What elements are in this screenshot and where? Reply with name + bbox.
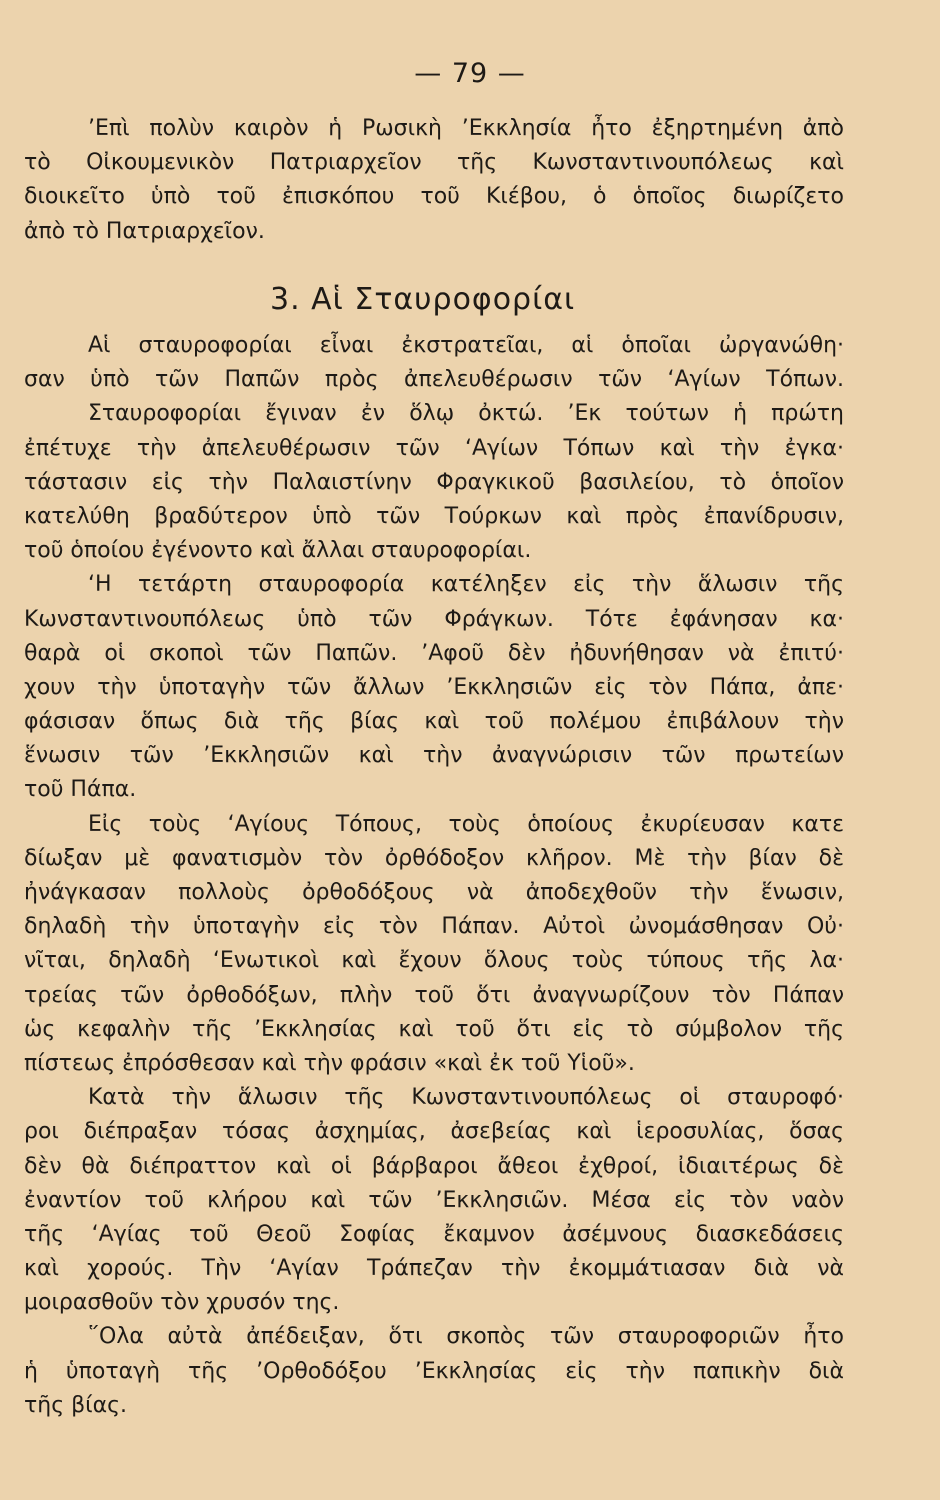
- text-line: μοιρασθοῦν τὸν χρυσόν της.: [24, 1290, 340, 1316]
- text-line: Αἱ σταυροφορίαι εἶναι ἐκστρατεῖαι, αἱ ὁποῖαι ὠργανώθη·: [88, 333, 844, 358]
- text-line: ροι διέπραξαν τόσας ἀσχημίας, ἀσεβείας καὶ ἱεροσυλίας, ὅσας: [24, 1119, 844, 1145]
- text-line: διοικεῖτο ὑπὸ τοῦ ἐπισκόπου τοῦ Κιέβου, ὁ ὁποῖος διωρίζετο: [24, 184, 844, 210]
- text-line: ἕνωσιν τῶν ’Εκκλησιῶν καὶ τὴν ἀναγνώρισιν τῶν πρωτείων: [24, 743, 844, 769]
- page-number: — 79 —: [414, 58, 526, 89]
- text-line: τῆς ‘Αγίας τοῦ Θεοῦ Σοφίας ἔκαμνον ἀσέμνους διασκεδάσεις: [24, 1221, 844, 1247]
- intro-paragraph: [24, 112, 844, 249]
- text-line: δηλαδὴ τὴν ὑποταγὴν εἰς τὸν Πάπαν. Αὐτοὶ ὠνομάσθησαν Οὐ·: [24, 914, 844, 940]
- text-line: θαρὰ οἱ σκοποὶ τῶν Παπῶν. ’Αφοῦ δὲν ἠδυνήθησαν νὰ ἐπιτύ·: [24, 640, 844, 666]
- text-line: ὡς κεφαλὴν τῆς ’Εκκλησίας καὶ τοῦ ὅτι εἰς τὸ σύμβολον τῆς: [24, 1016, 844, 1042]
- text-line: χουν τὴν ὑποταγὴν τῶν ἄλλων ’Εκκλησιῶν εἰς τὸν Πάπα, ἀπε·: [24, 674, 844, 700]
- text-line: ἀπὸ τὸ Πατριαρχεῖον.: [24, 218, 265, 244]
- section-body: [24, 329, 844, 1423]
- text-line: πίστεως ἐπρόσθεσαν καὶ τὴν φράσιν «καὶ ἐκ τοῦ Υἱοῦ».: [24, 1050, 635, 1076]
- text-line: δὲν θὰ διέπραττον καὶ οἱ βάρβαροι ἄθεοι ἐχθροί, ἰδιαιτέρως δὲ: [24, 1153, 844, 1179]
- section-heading: 3. Αἱ Σταυροφορίαι: [270, 282, 576, 317]
- text-line: Κατὰ τὴν ἅλωσιν τῆς Κωνσταντινουπόλεως οἱ σταυροφό·: [88, 1085, 844, 1111]
- text-line: ῞Ολα αὐτὰ ἀπέδειξαν, ὅτι σκοπὸς τῶν σταυροφοριῶν ἦτο: [88, 1324, 844, 1350]
- text-line: Εἰς τοὺς ‘Αγίους Τόπους, τοὺς ὁποίους ἐκυρίευσαν κατε: [88, 811, 844, 837]
- text-line: Σταυροφορίαι ἔγιναν ἐν ὅλῳ ὀκτώ. ’Εκ τούτων ἡ πρώτη: [88, 401, 844, 427]
- text-line: τῆς βίας.: [24, 1392, 127, 1418]
- text-line: ’Επὶ πολὺν καιρὸν ἡ Ρωσικὴ ’Εκκλησία ἦτο ἐξηρτημένη ἀπὸ: [88, 116, 844, 141]
- text-line: φάσισαν ὅπως διὰ τῆς βίας καὶ τοῦ πολέμου ἐπιβάλουν τὴν: [24, 709, 844, 735]
- text-line: ‘Η τετάρτη σταυροφορία κατέληξεν εἰς τὴν ἅλωσιν τῆς: [88, 572, 844, 598]
- text-line: τοῦ Πάπα.: [24, 777, 137, 803]
- text-line: τὸ Οἰκουμενικὸν Πατριαρχεῖον τῆς Κωνσταντινουπόλεως καὶ: [24, 150, 844, 176]
- text-line: ἡ ὑποταγὴ τῆς ’Ορθοδόξου ’Εκκλησίας εἰς τὴν παπικὴν διὰ: [24, 1358, 844, 1384]
- text-line: καὶ χορούς. Τὴν ‘Αγίαν Τράπεζαν τὴν ἐκομμάτιασαν διὰ νὰ: [24, 1256, 844, 1282]
- text-line: ἐπέτυχε τὴν ἀπελευθέρωσιν τῶν ‘Αγίων Τόπων καὶ τὴν ἐγκα·: [24, 435, 844, 461]
- text-line: νῖται, δηλαδὴ ‘Ενωτικοὶ καὶ ἔχουν ὅλους τοὺς τύπους τῆς λα·: [24, 948, 844, 974]
- text-line: Κωνσταντινουπόλεως ὑπὸ τῶν Φράγκων. Τότε ἐφάνησαν κα·: [24, 606, 844, 632]
- text-line: κατελύθη βραδύτερον ὑπὸ τῶν Τούρκων καὶ πρὸς ἐπανίδρυσιν,: [24, 503, 844, 529]
- text-line: τάστασιν εἰς τὴν Παλαιστίνην Φραγκικοῦ βασιλείου, τὸ ὁποῖον: [24, 469, 844, 495]
- text-line: ἐναντίον τοῦ κλήρου καὶ τῶν ’Εκκλησιῶν. Μέσα εἰς τὸν ναὸν: [24, 1187, 844, 1213]
- text-line: τρείας τῶν ὀρθοδόξων, πλὴν τοῦ ὅτι ἀναγνωρίζουν τὸν Πάπαν: [24, 982, 844, 1008]
- text-line: δίωξαν μὲ φανατισμὸν τὸν ὀρθόδοξον κλῆρον. Μὲ τὴν βίαν δὲ: [24, 845, 844, 871]
- text-line: σαν ὑπὸ τῶν Παπῶν πρὸς ἀπελευθέρωσιν τῶν ‘Αγίων Τόπων.: [24, 367, 844, 393]
- text-line: τοῦ ὁποίου ἐγένοντο καὶ ἄλλαι σταυροφορίαι.: [24, 538, 532, 564]
- text-line: ἠνάγκασαν πολλοὺς ὀρθοδόξους νὰ ἀποδεχθοῦν τὴν ἕνωσιν,: [24, 880, 844, 905]
